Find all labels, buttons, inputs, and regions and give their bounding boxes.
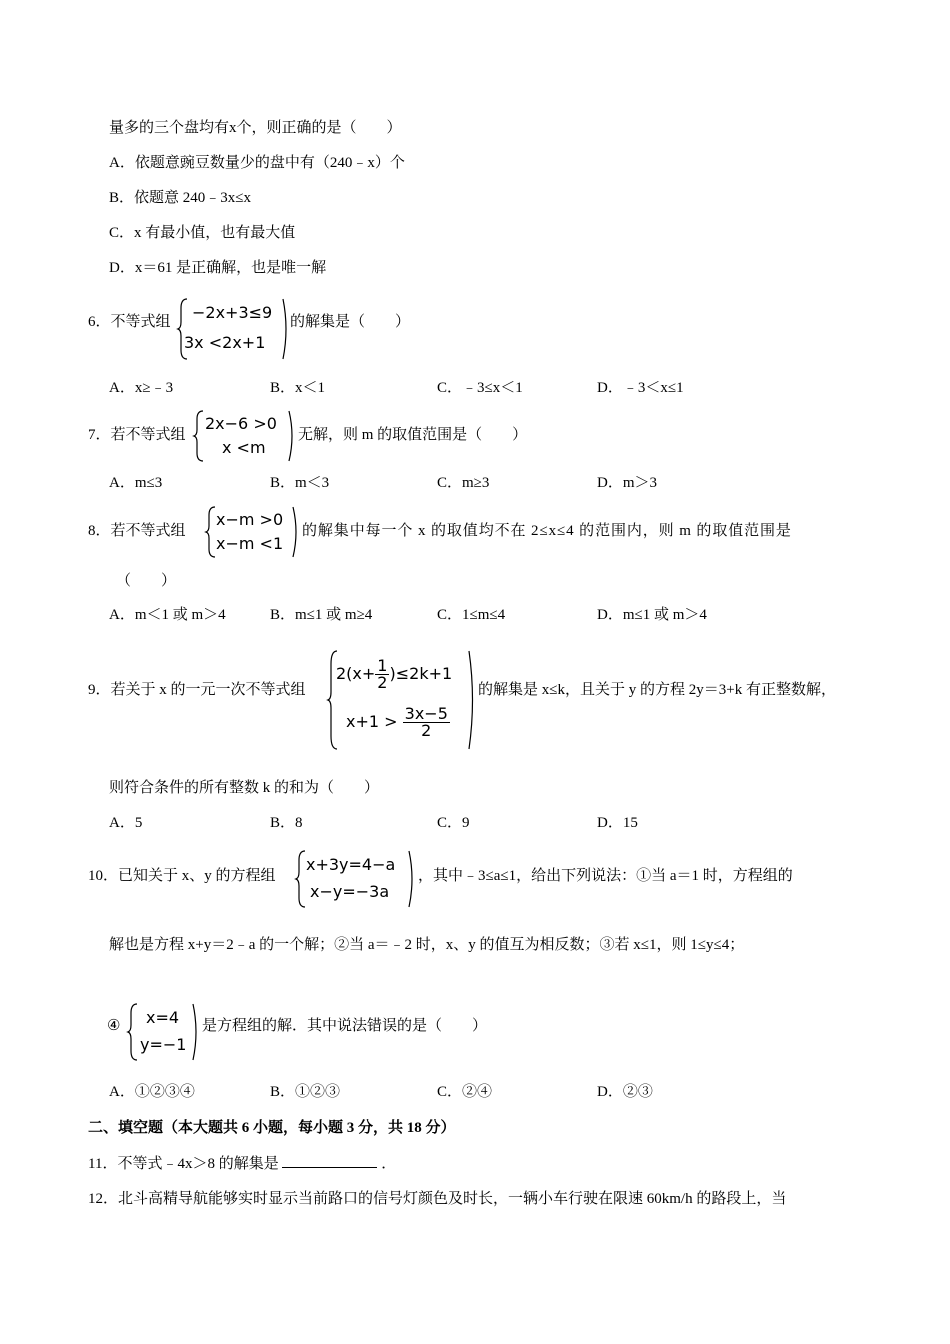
left-brace-icon xyxy=(194,410,204,462)
q7-option-b: B．m＜3 xyxy=(270,475,330,491)
q10-solution-system xyxy=(128,1003,202,1061)
right-paren-icon xyxy=(288,410,298,462)
q7-inequality-system xyxy=(194,410,298,462)
q10-option-c: C．②④ xyxy=(437,1084,493,1100)
q8-option-b: B．m≤1 或 m≥4 xyxy=(270,607,373,623)
q9-option-c: C．9 xyxy=(437,815,470,831)
q9-fraction-denominator: 2 xyxy=(421,721,432,740)
q11-stem-prefix: 11．不等式﹣4x＞8 的解集是 xyxy=(88,1156,279,1172)
q8-stem-suffix: 的解集中每一个 x 的取值均不在 2≤x≤4 的范围内，则 m 的取值范围是 xyxy=(302,523,792,539)
q6-inequality-1: −2x+3≤9 xyxy=(192,303,273,322)
q8-option-c: C．1≤m≤4 xyxy=(437,607,506,623)
q9-inequality-system xyxy=(328,650,478,750)
q10-option-b: B．①②③ xyxy=(270,1084,341,1100)
q11-stem-suffix: ． xyxy=(381,1156,397,1172)
q10-solution-y: y=−1 xyxy=(140,1035,187,1054)
q9-stem-prefix: 9．若关于 x 的一元一次不等式组 xyxy=(88,682,306,698)
q9-continuation: 则符合条件的所有整数 k 的和为（ ） xyxy=(109,780,380,796)
q9-fraction-half-numerator: 1 xyxy=(377,656,388,675)
q5-option-c: C．x 有最小值，也有最大值 xyxy=(109,225,296,241)
q8-stem-prefix: 8．若不等式组 xyxy=(88,523,186,539)
q9-fraction-half xyxy=(375,658,389,691)
q9-option-d: D．15 xyxy=(597,815,638,831)
q7-stem-suffix: 无解，则 m 的取值范围是（ ） xyxy=(298,427,528,443)
q10-option-d: D．②③ xyxy=(597,1084,653,1100)
q6-option-b: B．x＜1 xyxy=(270,380,326,396)
q9-inequality-2 xyxy=(346,704,450,740)
q12-stem: 12．北斗高精导航能够实时显示当前路口的信号灯颜色及时长，一辆小车行驶在限速 60km/h 的路段上，当 xyxy=(88,1191,787,1207)
q10-stem-suffix: ，其中﹣3≤a≤1，给出下列说法：①当 a＝1 时，方程组的 xyxy=(418,868,793,884)
q6-option-a: A．x≥﹣3 xyxy=(109,380,174,396)
q5-option-b: B．依题意 240﹣3x≤x xyxy=(109,190,251,206)
q10-statement-line-2: 解也是方程 x+y＝2﹣a 的一个解；②当 a＝﹣2 时，x、y 的值互为相反数；③若 x≤1，则 1≤y≤4； xyxy=(109,937,745,953)
q8-answer-paren: （ ） xyxy=(116,573,177,589)
right-paren-icon xyxy=(292,506,302,558)
right-paren-icon xyxy=(468,650,478,750)
q6-option-c: C．﹣3≤x＜1 xyxy=(437,380,523,396)
q10-equation-system xyxy=(296,850,418,908)
q8-option-d: D．m≤1 或 m＞4 xyxy=(597,607,707,623)
q10-stem-prefix: 10．已知关于 x、y 的方程组 xyxy=(88,868,276,884)
q7-option-c: C．m≥3 xyxy=(437,475,490,491)
q7-inequality-2: x <m xyxy=(222,438,266,457)
q9-stem-suffix: 的解集是 x≤k，且关于 y 的方程 2y＝3+k 有正整数解， xyxy=(478,682,836,698)
q5-continuation: 量多的三个盘均有x个，则正确的是（ ） xyxy=(109,120,402,136)
q11-answer-blank[interactable] xyxy=(282,1153,377,1168)
q5-option-d: D．x＝61 是正确解，也是唯一解 xyxy=(109,260,327,276)
q10-solution-x: x=4 xyxy=(146,1008,180,1027)
q9-inequality-1 xyxy=(336,656,452,692)
q11-stem xyxy=(88,1153,396,1174)
section-2-heading: 二、填空题（本大题共 6 小题，每小题 3 分，共 18 分） xyxy=(88,1120,456,1136)
q5-option-a: A．依题意豌豆数量少的盘中有（240﹣x）个 xyxy=(109,155,405,171)
q6-option-d: D．﹣3＜x≤1 xyxy=(597,380,684,396)
left-brace-icon xyxy=(296,850,306,908)
right-paren-icon xyxy=(408,850,418,908)
q10-statement-4-marker: ④ xyxy=(107,1018,121,1034)
q9-inequality-2-left: x+1 > xyxy=(346,712,398,731)
q8-inequality-1: x−m >0 xyxy=(216,510,284,529)
q9-fraction-expression xyxy=(403,706,450,739)
q8-option-a: A．m＜1 或 m＞4 xyxy=(109,607,226,623)
q7-stem-prefix: 7．若不等式组 xyxy=(88,427,186,443)
q9-fraction-half-denominator: 2 xyxy=(377,673,388,692)
q8-inequality-system xyxy=(206,506,302,558)
q9-inequality-1-left: 2(x+ xyxy=(336,664,376,683)
left-brace-icon xyxy=(206,506,216,558)
q7-option-d: D．m＞3 xyxy=(597,475,658,491)
q10-stem-tail: 是方程组的解．其中说法错误的是（ ） xyxy=(202,1018,488,1034)
right-paren-icon xyxy=(192,1003,202,1061)
q9-option-b: B．8 xyxy=(270,815,303,831)
q10-option-a: A．①②③④ xyxy=(109,1084,195,1100)
q8-inequality-2: x−m <1 xyxy=(216,534,284,553)
q6-inequality-2: 3x <2x+1 xyxy=(184,333,266,352)
q9-option-a: A．5 xyxy=(109,815,143,831)
q9-inequality-1-right: )≤2k+1 xyxy=(389,664,453,683)
q7-inequality-1: 2x−6 >0 xyxy=(205,414,277,433)
left-brace-icon xyxy=(128,1003,138,1061)
q10-equation-1: x+3y=4−a xyxy=(306,855,396,874)
q10-equation-2: x−y=−3a xyxy=(310,882,390,901)
q7-option-a: A．m≤3 xyxy=(109,475,163,491)
q6-inequality-system xyxy=(178,298,290,360)
q6-stem-prefix: 6．不等式组 xyxy=(88,314,171,330)
q6-stem-suffix: 的解集是（ ） xyxy=(290,314,411,330)
q9-fraction-numerator: 3x−5 xyxy=(404,704,448,723)
